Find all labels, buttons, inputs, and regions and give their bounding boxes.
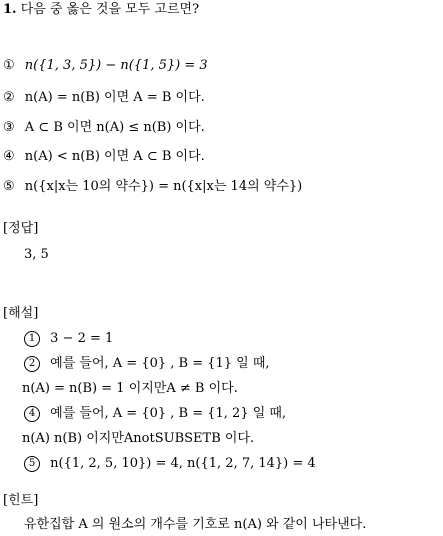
option-marker: ② [3,90,15,105]
option-text: n({x|x는 10의 약수}) = n({x|x는 14의 약수}) [24,179,303,194]
explanation-heading: [해설] [3,306,39,321]
explanation-item-4 [24,405,286,423]
option-marker: ④ [3,149,15,164]
hint-heading: [힌트] [3,493,39,508]
explanation-text: n({1, 2, 5, 10}) = 4, n({1, 2, 7, 14}) = 4 [50,456,316,471]
explanation-text: n(A) = n(B) = 1 이지만A ≠ B 이다. [22,381,238,396]
option-text: n(A) < n(B) 이면 A ⊂ B 이다. [24,149,205,164]
option-marker: ③ [3,120,15,135]
option-marker: ① [3,58,15,73]
explanation-text: 3 − 2 = 1 [50,331,114,346]
option-text: A ⊂ B 이면 n(A) ≤ n(B) 이다. [24,120,205,135]
option-4 [3,148,205,166]
answer-heading: [정답] [3,221,39,236]
option-marker: ⑤ [3,179,15,194]
hint-text: 유한집합 A 의 원소의 개수를 기호로 n(A) 와 같이 나타낸다. [24,517,367,532]
explanation-text: 예를 들어, A = {0} , B = {1, 2} 일 때, [50,406,287,421]
explanation-item-2 [24,355,270,373]
circled-number: 4 [24,406,40,422]
circled-number: 5 [24,456,40,472]
question-text: 다음 중 옳은 것을 모두 고르면? [20,2,200,17]
explanation-text: n(A) n(B) 이지만AnotSUBSETB 이다. [22,431,255,446]
explanation-item-1 [24,330,113,348]
question-line [3,1,199,19]
option-text: n(A) = n(B) 이면 A = B 이다. [24,90,205,105]
explanation-item-5 [24,455,316,473]
circled-number: 2 [24,356,40,372]
option-1 [3,57,208,75]
explanation-item-4-cont [22,430,254,448]
question-number: 1. [3,2,17,17]
option-5 [3,178,302,196]
explanation-text: 예를 들어, A = {0} , B = {1} 일 때, [50,356,270,371]
option-2 [3,89,205,107]
explanation-item-2-cont [22,380,238,398]
answer-value: 3, 5 [24,247,49,262]
option-3 [3,119,205,137]
option-text: n({1, 3, 5}) − n({1, 5}) = 3 [24,58,208,73]
circled-number: 1 [24,331,40,347]
